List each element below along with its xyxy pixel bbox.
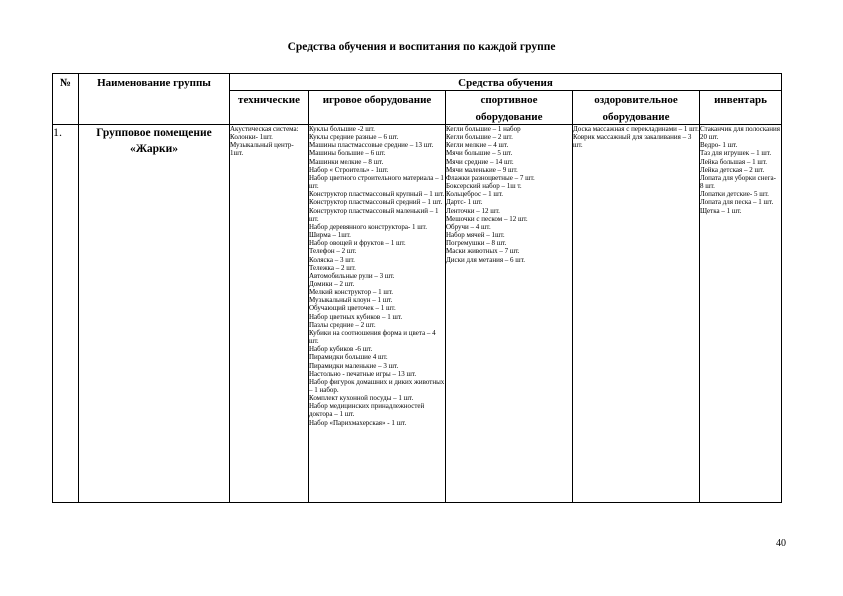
list-item: Настольно - печатные игры – 13 шт. xyxy=(309,369,417,378)
list-item: Мешочки с песком – 12 шт. xyxy=(446,214,528,223)
list-item: Лейка детская – 2 шт. xyxy=(700,165,765,174)
list-item: Кольцеброс – 1 шт. xyxy=(446,190,504,199)
list-item: Диски для метания – 6 шт. xyxy=(446,255,525,264)
list-item: Маски животных – 7 шт. xyxy=(446,247,520,256)
header-health-line1: оздоровительное xyxy=(594,94,678,106)
list-item: Пирамидки маленькие – 3 шт. xyxy=(309,361,399,370)
list-item: Ширма – 1шт. xyxy=(309,231,351,240)
header-inventory: инвентарь xyxy=(700,91,782,125)
list-item: Лопата для уборки снега- 8 шт. xyxy=(700,173,776,191)
header-sport xyxy=(446,91,573,125)
list-item: Машинки мелкие – 8 шт. xyxy=(309,157,384,166)
list-item: Пазлы средние – 2 шт. xyxy=(309,320,376,329)
list-item: Кегли мелкие – 4 шт. xyxy=(446,141,509,150)
equipment-table xyxy=(52,73,782,503)
inventory-list xyxy=(700,125,782,503)
list-item: Набор « Строитель» - 1шт. xyxy=(309,165,389,174)
list-item: Кегли большие – 2 шт. xyxy=(446,133,513,142)
page-title: Средства обучения и воспитания по каждой группе xyxy=(287,41,556,53)
game-list xyxy=(309,125,446,503)
list-item: Кегли большие – 1 набор xyxy=(446,125,521,133)
list-item: Машины пластмассовые средние – 13 шт. xyxy=(309,141,434,150)
list-item: Обручи – 4 шт. xyxy=(446,222,491,231)
list-item: Коврик массажный для закаливания – 3 шт. xyxy=(573,133,692,150)
list-item: Набор медицинских принадлежностей доктора – 1 шт. xyxy=(309,402,425,419)
health-list xyxy=(573,125,700,503)
header-sport-line2: оборудование xyxy=(475,111,543,123)
list-item: Флажки разноцветные – 7 шт. xyxy=(446,173,535,182)
list-item: Боксерский набор – 1ш т. xyxy=(446,182,522,191)
list-item: Набор мячей – 1шт. xyxy=(446,231,505,240)
list-item: Стаканчик для полоскания 20 шт. xyxy=(700,125,780,142)
list-item: Лопата для песка – 1 шт. xyxy=(700,198,774,207)
list-item: Погремушки – 8 шт. xyxy=(446,239,507,248)
list-item: Акустическая система: xyxy=(230,125,299,133)
header-technical: технические xyxy=(230,91,309,125)
list-item: Обучающий цветочек – 1 шт. xyxy=(309,304,396,313)
list-item: Коляска – 3 шт. xyxy=(309,255,355,264)
list-item: Набор «Парихмахерская» - 1 шт. xyxy=(309,418,407,427)
list-item: Мелкий конструктор – 1 шт. xyxy=(309,288,394,297)
list-item: Кубики на соотношения форма и цвета – 4 шт. xyxy=(309,328,436,346)
list-item: Комплект кухонной посуды – 1 шт. xyxy=(309,394,414,403)
list-item: Дартс- 1 шт. xyxy=(446,198,483,207)
list-item: Ведро- 1 шт. xyxy=(700,141,738,150)
header-number: № xyxy=(53,74,79,125)
header-health xyxy=(573,91,700,125)
list-item: Мячи средние – 14 шт. xyxy=(446,157,514,166)
list-item: Автомобильные рули – 3 шт. xyxy=(309,271,395,280)
list-item: Домики – 2 шт. xyxy=(309,279,355,288)
list-item: Куклы большие -2 шт. xyxy=(309,125,375,133)
header-sport-line1: спортивное xyxy=(480,94,538,106)
list-item: Конструктор пластмассовый маленький – 1 шт. xyxy=(309,206,439,223)
list-item: Мячи маленькие – 9 шт. xyxy=(446,165,518,174)
list-item: Лейка большая – 1 шт. xyxy=(700,157,767,166)
group-name-line1: Групповое помещение xyxy=(96,127,212,139)
list-item: Тележка – 2 шт. xyxy=(309,263,356,272)
header-game: игровое оборудование xyxy=(309,91,446,125)
list-item: Лопатки детские- 5 шт. xyxy=(700,190,769,199)
row-number: 1. xyxy=(53,125,79,503)
list-item: Куклы средние разные – 6 шт. xyxy=(309,133,399,142)
list-item: Мячи большие – 5 шт. xyxy=(446,149,513,158)
group-name-line2: «Жарки» xyxy=(130,143,178,155)
list-item: Набор цветных кубиков – 1 шт. xyxy=(309,312,403,321)
header-means: Средства обучения xyxy=(230,74,782,91)
list-item: Доска массажная с перекладинами – 1 шт. xyxy=(573,125,699,133)
list-item: Пирамидки большие 4 шт. xyxy=(309,353,388,362)
list-item: Таз для игрушек – 1 шт. xyxy=(700,149,772,158)
list-item: Набор фигурок домашних и диких животных – 1 набор. xyxy=(309,377,445,394)
page-number: 40 xyxy=(776,538,786,549)
list-item: Набор кубиков -6 шт. xyxy=(309,345,373,354)
list-item: Музыкальный клоун – 1 шт. xyxy=(309,296,393,305)
group-name xyxy=(79,125,230,503)
list-item: Ленточки – 12 шт. xyxy=(446,206,500,215)
list-item: Щетка – 1 шт. xyxy=(700,206,742,215)
list-item: Набор деревянного конструктора- 1 шт. xyxy=(309,222,427,231)
list-item: Машины большие – 6 шт. xyxy=(309,149,386,158)
list-item: Конструктор пластмассовый крупный – 1 шт. xyxy=(309,190,445,199)
header-health-line2: оборудование xyxy=(602,111,670,123)
list-item: Телефон – 2 шт. xyxy=(309,247,357,256)
list-item: Музыкальный центр- 1шт. xyxy=(230,141,294,158)
list-item: Набор цветного строительного материала – 1 шт. xyxy=(309,173,444,191)
header-group-name: Наименование группы xyxy=(79,74,230,125)
sport-list xyxy=(446,125,573,503)
list-item: Конструктор пластмассовый средний – 1 шт. xyxy=(309,198,443,207)
list-item: Набор овощей и фруктов – 1 шт. xyxy=(309,239,406,248)
list-item: Колонки- 1шт. xyxy=(230,133,273,142)
technical-list xyxy=(230,125,309,503)
